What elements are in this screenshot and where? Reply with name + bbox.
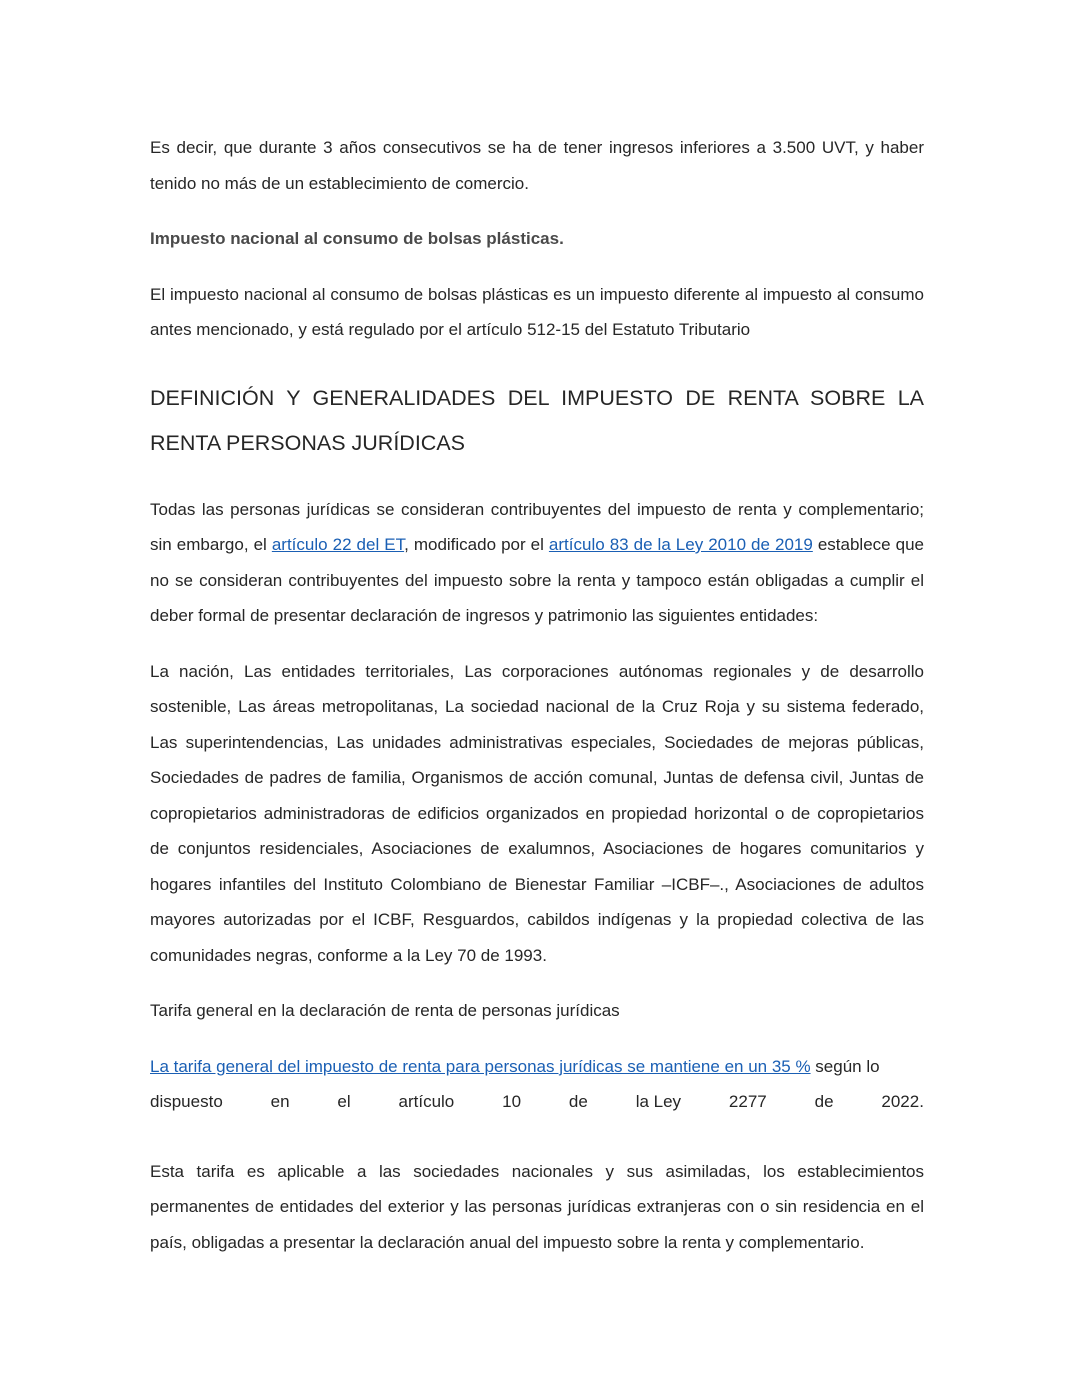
tarifa-line-2 [150, 1084, 924, 1120]
paragraph-uvt-requirement: Es decir, que durante 3 años consecutivos se ha de tener ingresos inferiores a 3.500 UVT, y haber tenido no más de un establecimiento de comercio. [150, 138, 924, 193]
paragraph-tarifa-aplicable: Esta tarifa es aplicable a las sociedades nacionales y sus asimiladas, los establecimientos permanentes de entidades del exterior y las personas jurídicas extranjeras con o sin residencia en el país, obligadas a presentar la declaración anual del impuesto sobre la renta y complementario. [150, 1161, 924, 1252]
paragraph-contribuyentes [150, 492, 924, 634]
word: el [337, 1092, 351, 1111]
paragraph-tarifa-general-title: Tarifa general en la declaración de renta de personas jurídicas [150, 1001, 620, 1020]
word: de [814, 1092, 834, 1111]
link-articulo-22-et[interactable]: artículo 22 del ET [271, 535, 405, 554]
tarifa-line-1 [150, 1049, 924, 1085]
word: 2277 [728, 1092, 767, 1111]
word: de [568, 1092, 588, 1111]
word: 10 [502, 1092, 522, 1111]
link-articulo-83-ley-2010[interactable]: artículo 83 de la Ley 2010 de 2019 [548, 535, 813, 554]
word: dispuesto [150, 1092, 223, 1111]
subheading-bolsas-plasticas: Impuesto nacional al consumo de bolsas plásticas. [150, 229, 564, 248]
document-page [150, 130, 924, 1260]
word: en [270, 1092, 290, 1111]
link-tarifa-general-35[interactable]: La tarifa general del impuesto de renta para personas jurídicas se mantiene en un 35 % [150, 1056, 811, 1076]
word: 2022. [881, 1092, 924, 1111]
paragraph-text: según lo [810, 1056, 880, 1076]
paragraph-text: , modificado por el [404, 535, 549, 554]
word: artículo [398, 1092, 455, 1111]
paragraph-entidades-list: La nación, Las entidades territoriales, Las corporaciones autónomas regionales y de desarrollo sostenible, Las áreas metropolitanas, La sociedad nacional de la Cruz Roja y su sistema federado, Las superintendencias, Las unidades administrativas especiales, Sociedades de mejoras públicas, Sociedades de padres de familia, Organismos de acción comunal, Juntas de defensa civil, Juntas de copropietarios administradoras de edificios organizados en propiedad horizontal o de copropietarios de conjuntos residenciales, Asociaciones de exalumnos, Asociaciones de hogares comunitarios y hogares infantiles del Instituto Colombiano de Bienestar Familiar –ICBF–., Asociaciones de adultos mayores autorizadas por el ICBF, Resguardos, cabildos indígenas y la propiedad colectiva de las comunidades negras, conforme a la Ley 70 de 1993. [150, 661, 924, 965]
paragraph-text: establece que no se consideran contribuyentes del impuesto sobre la renta y tampoco están obligadas a cumplir el deber formal de presentar declaración de ingresos y patrimonio las siguientes entidades: [150, 535, 924, 625]
paragraph-bolsas-plasticas: El impuesto nacional al consumo de bolsas plásticas es un impuesto diferente al impuesto al consumo antes mencionado, y está regulado por el artículo 512-15 del Estatuto Tributario [150, 284, 924, 339]
section-heading: DEFINICIÓN Y GENERALIDADES DEL IMPUESTO DE RENTA SOBRE LA RENTA PERSONAS JURÍDICAS [150, 385, 924, 455]
paragraph-text: Todas las personas jurídicas se consideran contribuyentes del impuesto de renta y complementario; sin embargo, el [150, 499, 924, 554]
word: la Ley [635, 1092, 682, 1111]
paragraph-tarifa-35 [150, 1049, 924, 1120]
